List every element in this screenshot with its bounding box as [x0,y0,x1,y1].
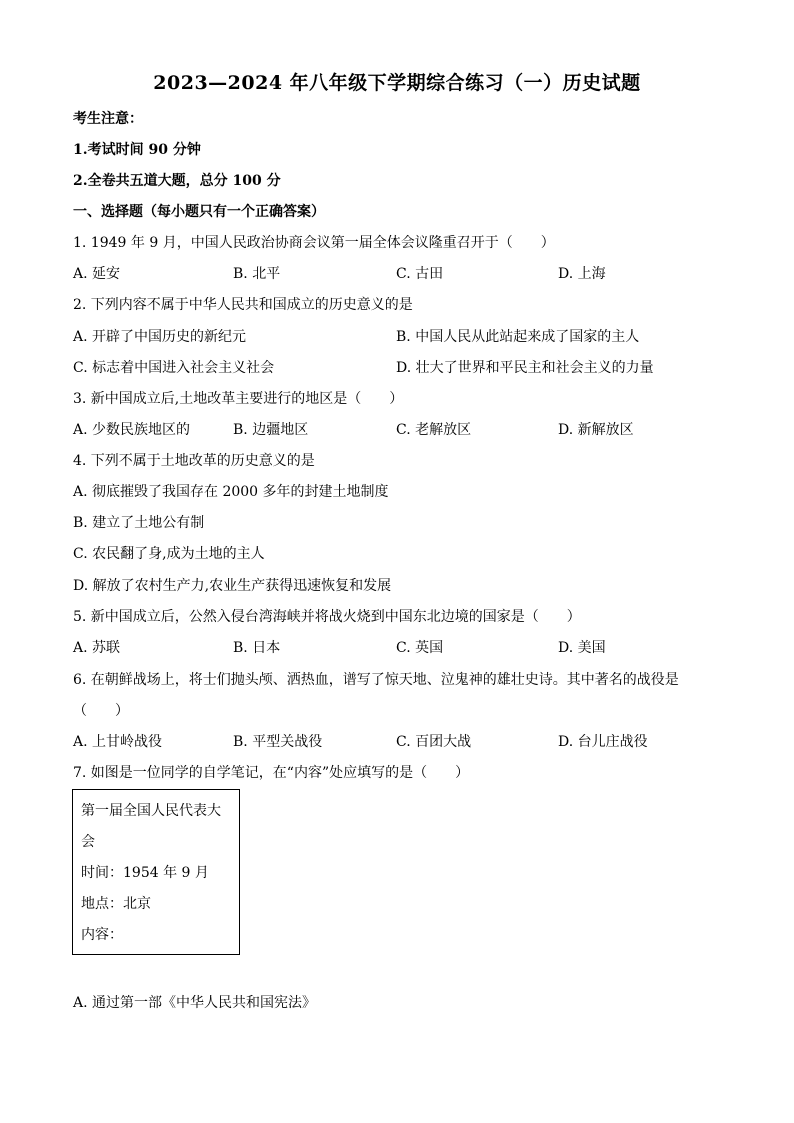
question-2-option-c: C. 标志着中国进入社会主义社会 [73,360,275,376]
question-6-option-d: D. 台儿庄战役 [558,734,648,750]
question-1-option-d: D. 上海 [558,266,606,282]
question-1-option-a: A. 延安 [73,266,121,282]
note-line-title-cont: 会 [81,834,95,850]
question-6-stem: 6. 在朝鲜战场上，将士们抛头颅、洒热血，谱写了惊天地、泣鬼神的雄壮史诗。其中著名的战役是 [73,672,679,688]
question-4-option-d: D. 解放了农村生产力,农业生产获得迅速恢复和发展 [73,578,392,594]
question-3-option-b: B. 边疆地区 [233,422,309,438]
section-heading: 一、选择题（每小题只有一个正确答案） [73,204,325,220]
study-note-box [72,789,240,955]
notice-item-time: 1.考试时间 90 分钟 [73,142,201,158]
question-6-option-c: C. 百团大战 [396,734,472,750]
note-line-time: 时间：1954 年 9 月 [81,865,209,881]
note-line-title: 第一届全国人民代表大 [81,803,221,819]
question-1-option-b: B. 北平 [233,266,281,282]
question-2-stem: 2. 下列内容不属于中华人民共和国成立的历史意义的是 [73,297,413,313]
question-2-option-a: A. 开辟了中国历史的新纪元 [73,329,247,345]
question-2-option-d: D. 壮大了世界和平民主和社会主义的力量 [396,360,654,376]
question-5-option-c: C. 英国 [396,640,444,656]
exam-title: 2023—2024 年八年级下学期综合练习（一）历史试题 [153,72,641,94]
question-4-option-c: C. 农民翻了身,成为土地的主人 [73,546,265,562]
question-5-option-d: D. 美国 [558,640,606,656]
question-3-stem: 3. 新中国成立后,土地改革主要进行的地区是（ ） [73,391,404,407]
question-3-option-a: A. 少数民族地区的 [73,422,191,438]
question-4-option-a: A. 彻底摧毁了我国存在 2000 多年的封建土地制度 [73,484,389,500]
question-4-option-b: B. 建立了土地公有制 [73,515,205,531]
question-5-option-a: A. 苏联 [73,640,121,656]
question-4-stem: 4. 下列不属于土地改革的历史意义的是 [73,453,315,469]
question-6-stem-continued: （ ） [73,703,129,719]
question-2-option-b: B. 中国人民从此站起来成了国家的主人 [396,329,640,345]
note-line-content: 内容： [81,927,123,943]
question-5-stem: 5. 新中国成立后，公然入侵台湾海峡并将战火烧到中国东北边境的国家是（ ） [73,609,581,625]
question-1-stem: 1. 1949 年 9 月，中国人民政治协商会议第一届全体会议隆重召开于（ ） [73,235,555,251]
question-6-option-a: A. 上甘岭战役 [73,734,163,750]
question-3-option-d: D. 新解放区 [558,422,634,438]
question-6-option-b: B. 平型关战役 [233,734,323,750]
question-5-option-b: B. 日本 [233,640,281,656]
note-line-place: 地点：北京 [81,896,151,912]
question-7-stem: 7. 如图是一位同学的自学笔记，在“内容”处应填写的是（ ） [73,765,470,781]
question-3-option-c: C. 老解放区 [396,422,472,438]
notice-item-score: 2.全卷共五道大题，总分 100 分 [73,173,281,189]
question-7-option-a: A. 通过第一部《中华人民共和国宪法》 [73,995,317,1011]
question-1-option-c: C. 古田 [396,266,444,282]
notice-heading: 考生注意： [73,111,143,127]
